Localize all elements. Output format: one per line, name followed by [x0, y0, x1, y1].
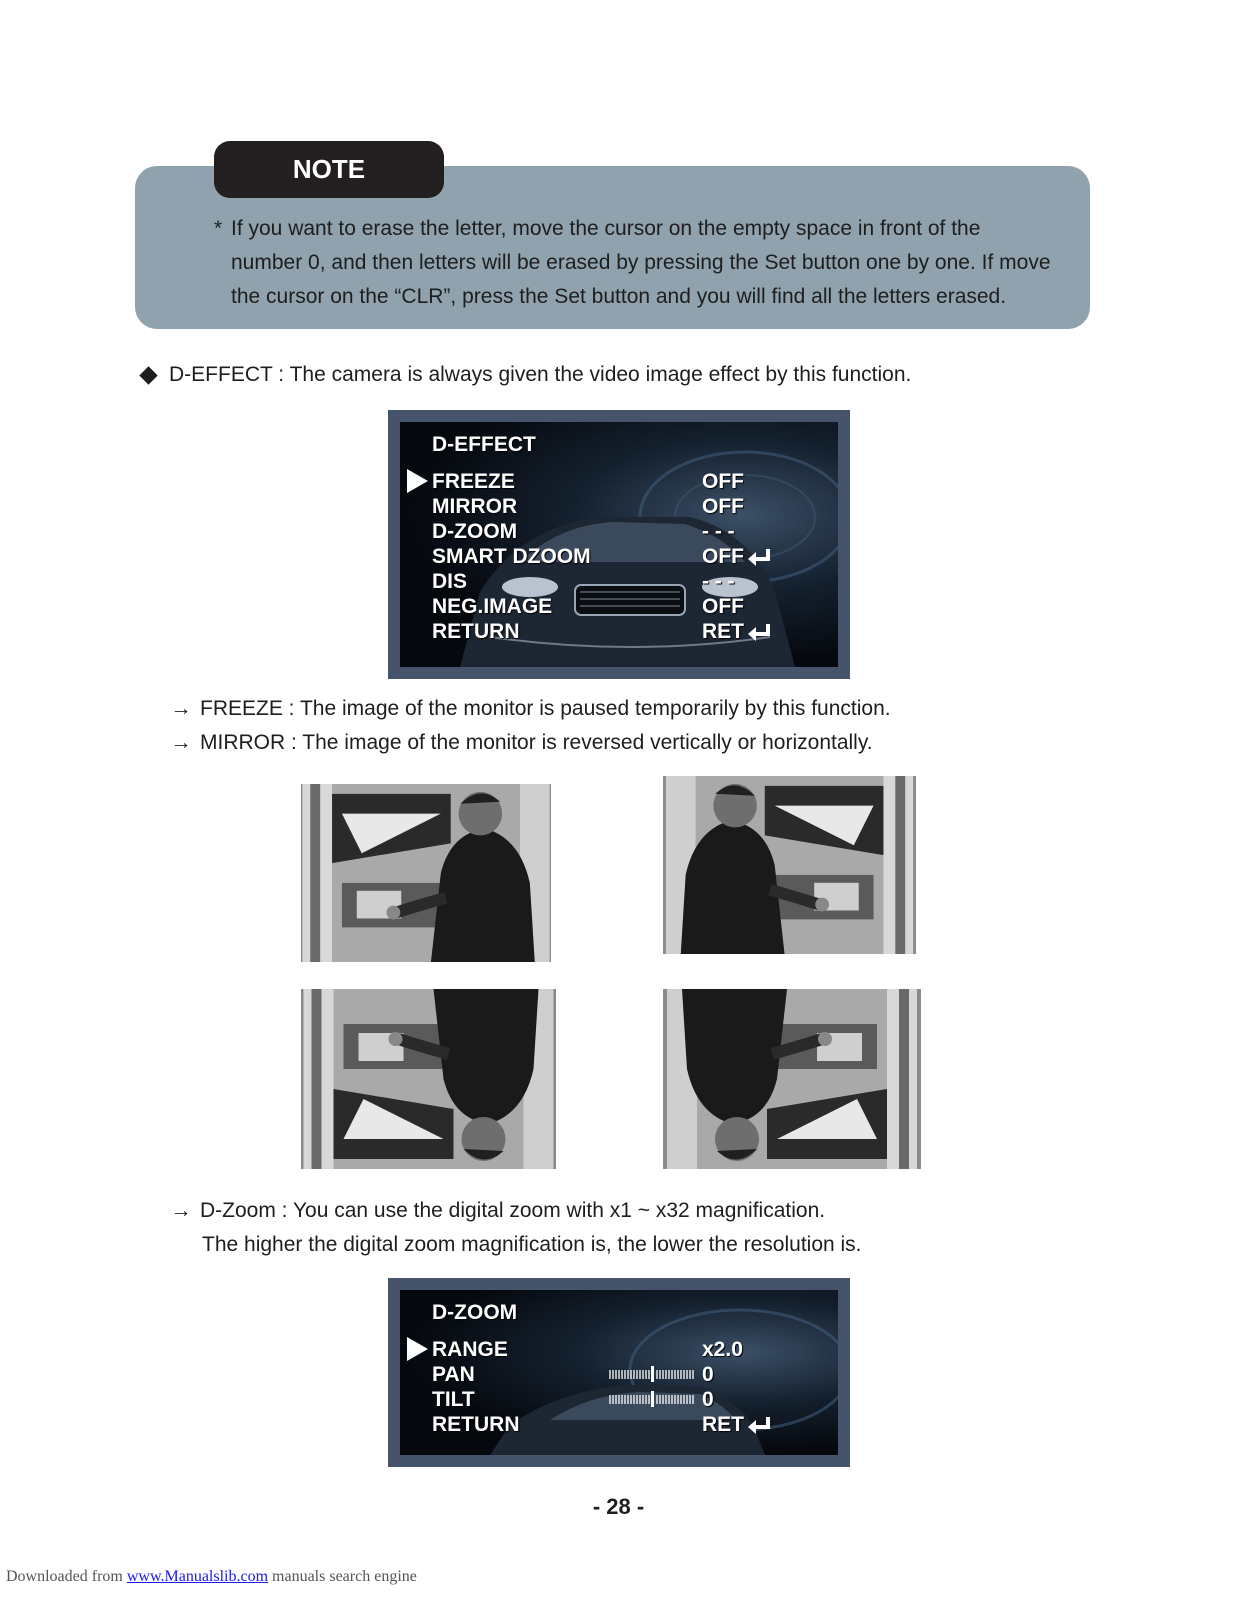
menu-item-pan[interactable]: PAN [432, 1363, 475, 1386]
enter-icon [746, 622, 772, 642]
menu-value-return[interactable] [702, 1412, 772, 1437]
page-number: - 28 - [592, 1494, 645, 1519]
mirror-photo-vertical [301, 989, 556, 1169]
menu-item-return[interactable]: RETURN [432, 620, 520, 643]
menu-item-freeze[interactable]: FREEZE [432, 470, 515, 493]
menu-item-mirror[interactable]: MIRROR [432, 495, 518, 518]
deffect-menu-title: D-EFFECT [432, 433, 536, 456]
dzoom-osd-menu [388, 1278, 850, 1467]
diamond-bullet-icon [139, 366, 157, 384]
menu-item-smart-dzoom[interactable]: SMART DZOOM [432, 545, 591, 568]
arrow-icon: → [170, 697, 192, 720]
section-heading [138, 360, 911, 390]
atm-photo-icon [663, 776, 916, 954]
dzoom-description-line2: The higher the digital zoom magnification is, the lower the resolution is. [202, 1233, 862, 1256]
menu-cursor-icon [407, 1337, 428, 1361]
freeze-description [170, 694, 891, 724]
tilt-slider[interactable] [608, 1391, 698, 1407]
dzoom-menu-title: D-ZOOM [432, 1301, 518, 1324]
menu-value-return[interactable] [702, 619, 772, 644]
mirror-description-text: MIRROR : The image of the monitor is reversed vertically or horizontally. [200, 731, 873, 754]
menu-value-return-text: RET [702, 620, 744, 643]
menu-item-range[interactable]: RANGE [432, 1338, 508, 1361]
menu-value-smart-dzoom-text: OFF [702, 545, 744, 568]
menu-value-dis[interactable]: - - - [702, 570, 735, 593]
pan-slider[interactable] [608, 1366, 698, 1382]
arrow-icon: → [170, 1199, 192, 1222]
note-bullet: * [214, 217, 223, 240]
deffect-osd-menu [388, 410, 850, 679]
menu-value-freeze[interactable]: OFF [702, 470, 744, 493]
mirror-photo-both [663, 989, 921, 1169]
enter-icon [746, 547, 772, 567]
dzoom-description-text: D-Zoom : You can use the digital zoom with x1 ~ x32 magnification. [200, 1199, 826, 1222]
menu-value-d-zoom[interactable]: - - - [702, 520, 735, 543]
menu-item-return[interactable]: RETURN [432, 1413, 520, 1436]
footer-prefix: Downloaded from [6, 1568, 123, 1585]
atm-photo-icon [301, 784, 551, 962]
menu-item-dis[interactable]: DIS [432, 570, 468, 593]
osd-screen [400, 422, 838, 667]
atm-photo-icon [663, 989, 921, 1169]
menu-value-tilt[interactable]: 0 [702, 1388, 714, 1411]
menu-cursor-icon [407, 469, 428, 493]
mirror-photo-original [301, 784, 551, 962]
menu-value-pan[interactable]: 0 [702, 1363, 714, 1386]
note-text [214, 212, 1054, 314]
freeze-description-text: FREEZE : The image of the monitor is paused temporarily by this function. [200, 697, 891, 720]
dzoom-description [170, 1196, 825, 1226]
menu-value-smart-dzoom[interactable] [702, 544, 772, 569]
osd-screen [400, 1290, 838, 1455]
menu-item-d-zoom[interactable]: D-ZOOM [432, 520, 518, 543]
menu-value-neg-image[interactable]: OFF [702, 595, 744, 618]
menu-item-neg-image[interactable]: NEG.IMAGE [432, 595, 553, 618]
mirror-description [170, 728, 873, 758]
footer-suffix: manuals search engine [272, 1568, 417, 1585]
note-body: If you want to erase the letter, move the cursor on the empty space in front of the number 0, and then letters will be erased by pressing the Set button one by one. If move the cursor on the “CLR”, press the Set button and you will find all the letters erased. [231, 217, 1051, 308]
menu-value-return-text: RET [702, 1413, 744, 1436]
footer-link[interactable]: www.Manualslib.com [126, 1568, 269, 1585]
enter-icon [746, 1415, 772, 1435]
menu-value-range[interactable]: x2.0 [702, 1338, 743, 1361]
section-heading-text: D-EFFECT : The camera is always given the video image effect by this function. [169, 363, 912, 386]
footer [6, 1568, 417, 1586]
note-tab: NOTE [214, 141, 444, 198]
menu-value-mirror[interactable]: OFF [702, 495, 744, 518]
mirror-photo-horizontal [663, 776, 916, 954]
menu-item-tilt[interactable]: TILT [432, 1388, 475, 1411]
atm-photo-icon [301, 989, 556, 1169]
arrow-icon: → [170, 731, 192, 754]
